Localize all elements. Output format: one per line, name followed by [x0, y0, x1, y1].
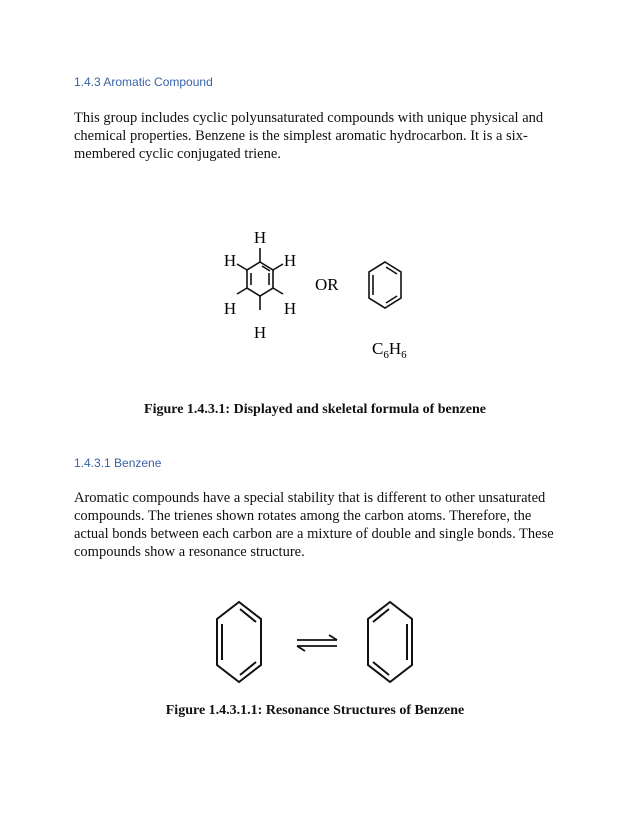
benzene-skeletal-formula	[364, 258, 408, 314]
benzene-molecular-formula	[370, 336, 430, 366]
equilibrium-arrow-icon	[293, 633, 343, 653]
figure-caption-displayed-skeletal: Figure 1.4.3.1: Displayed and skeletal formula of benzene	[144, 402, 486, 417]
hydrogen-label-upper-right: H	[283, 251, 297, 270]
section-heading-aromatic-compound: 1.4.3 Aromatic Compound	[74, 75, 213, 89]
benzene-paragraph: Aromatic compounds have a special stability that is different to other unsaturated compounds. The trienes shown rotates among the carbon atoms. Therefore, the actual bonds between each carbon are a mixture of double and single bonds. These compounds show a resonance structure.	[74, 490, 554, 560]
aromatic-compound-paragraph: This group includes cyclic polyunsaturated compounds with unique physical and chemical properties. Benzene is the simplest aromatic hydrocarbon. It is a six-membered cyclic conjugated triene.	[74, 110, 544, 162]
hydrogen-label-upper-left: H	[223, 251, 237, 270]
figure-caption-resonance-structures: Figure 1.4.3.1.1: Resonance Structures of Benzene	[165, 703, 465, 718]
hydrogen-label-lower-right: H	[283, 299, 297, 318]
hydrogen-label-lower-left: H	[223, 299, 237, 318]
hydrogen-label-top: H	[253, 228, 267, 247]
benzene-resonance-structure-right	[366, 600, 416, 686]
section-heading-benzene: 1.4.3.1 Benzene	[74, 456, 162, 470]
hydrogen-label-bottom: H	[253, 323, 267, 342]
benzene-resonance-structure-left	[215, 600, 265, 686]
or-label	[312, 272, 352, 296]
svg-text:OR: OR	[315, 275, 339, 294]
svg-text:C6H6: $C_6H_6$	[372, 339, 407, 361]
